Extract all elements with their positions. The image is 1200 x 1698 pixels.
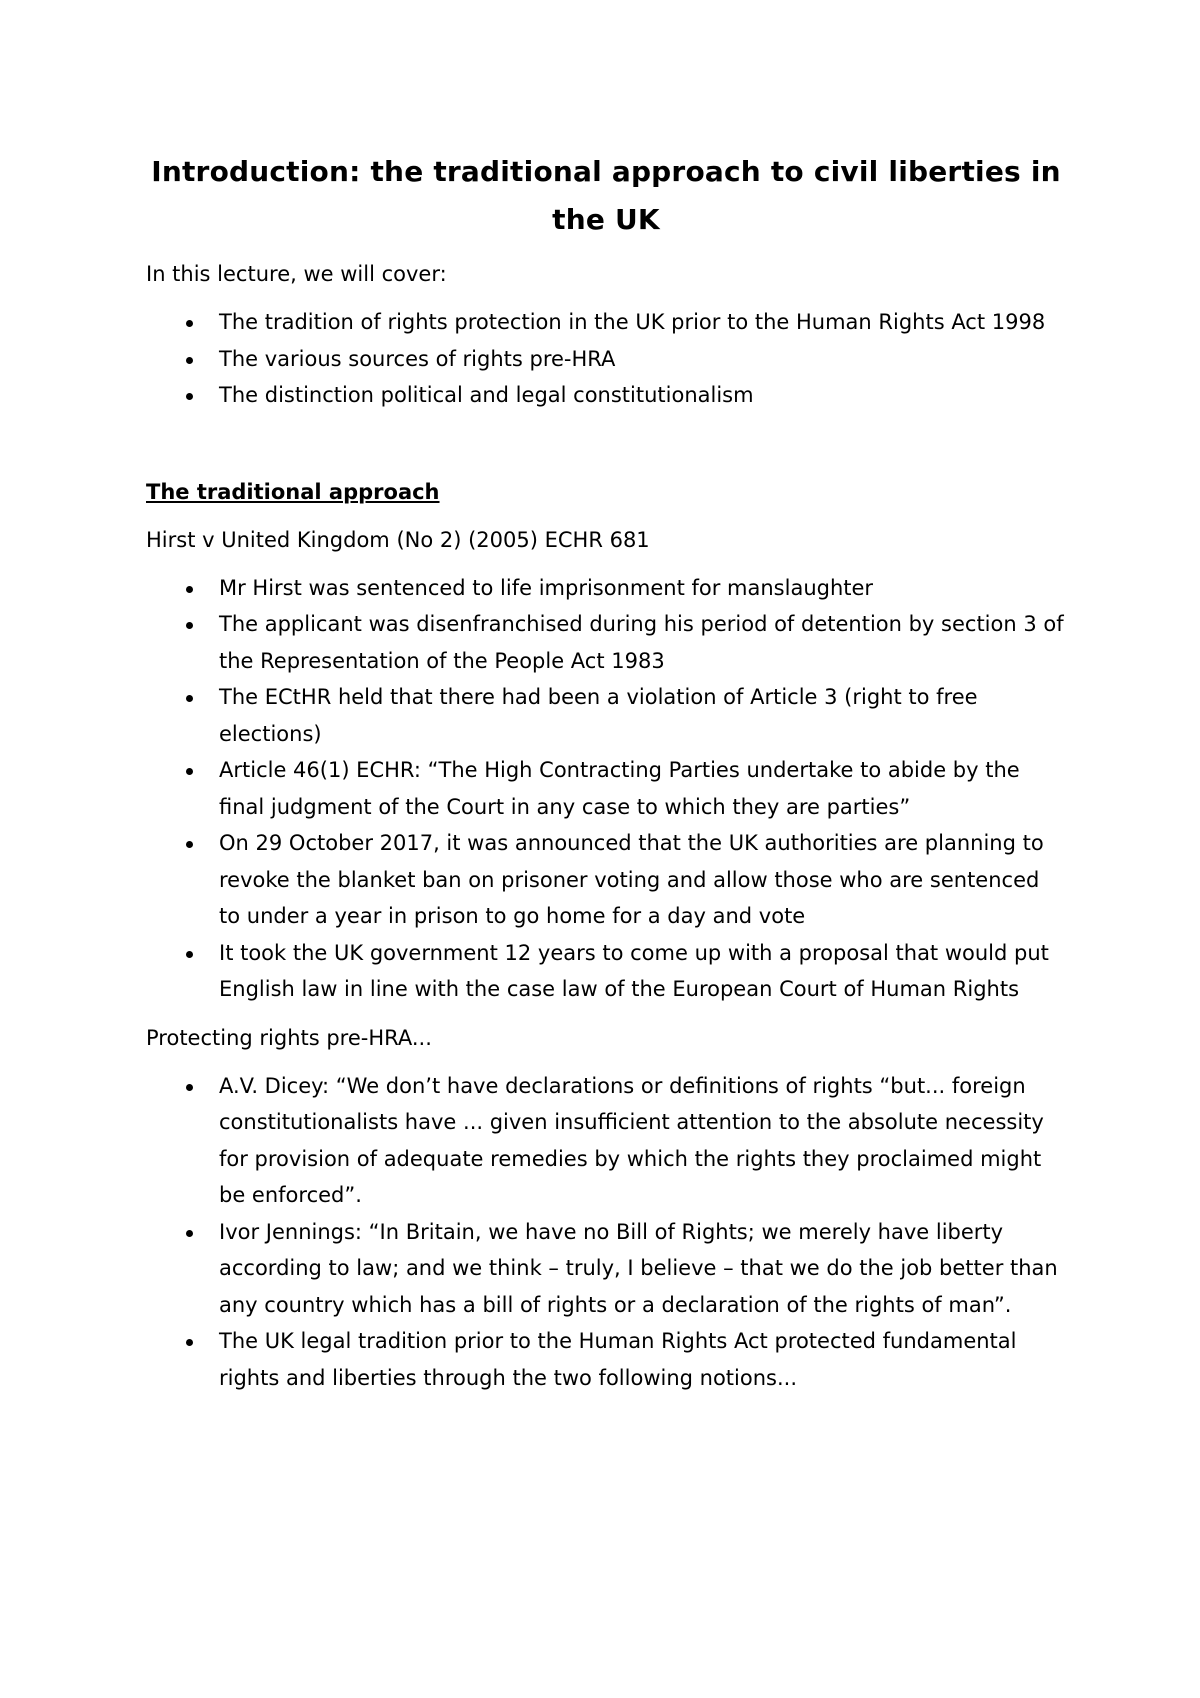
bullet-icon (186, 622, 193, 629)
list-item-text: The tradition of rights protection in the UK prior to the Human Rights Act 1998 (219, 310, 1046, 334)
page-title: Introduction: the traditional approach to civil liberties in the UK (151, 155, 1061, 236)
intro-bullet-list (146, 304, 1066, 414)
bullet-icon (186, 768, 193, 775)
list-item-text: Mr Hirst was sentenced to life imprisonment for manslaughter (219, 575, 874, 600)
bullet-icon (186, 1230, 193, 1237)
bullet-icon (186, 357, 193, 364)
intro-text: In this lecture, we will cover: (146, 262, 447, 286)
list-item-text: A.V. Dicey: “We don’t have declarations or definitions of rights “but... foreign constitutionalists have ... given insufficient attention to the absolute necessity for provision of adequate remedies by which the rights they proclaimed might be enforced”. (219, 1073, 1044, 1207)
pre-hra-heading: Protecting rights pre-HRA... (146, 1025, 432, 1050)
list-item-text: Article 46(1) ECHR: “The High Contracting Parties undertake to abide by the final judgment of the Court in any case to which they are parties” (219, 758, 1020, 819)
list-item-text: The UK legal tradition prior to the Human Rights Act protected fundamental rights and liberties through the two following notions... (219, 1329, 1017, 1390)
list-item-text: The applicant was disenfranchised during his period of detention by section 3 of the Representation of the People Act 1983 (219, 612, 1064, 673)
pre-hra-bullet-list (146, 1068, 1066, 1397)
bullet-icon (186, 951, 193, 958)
list-item (146, 935, 1066, 1008)
list-item (146, 679, 1066, 752)
list-item (146, 570, 1066, 607)
list-item (146, 341, 1066, 378)
bullet-icon (186, 695, 193, 702)
list-item (146, 304, 1066, 341)
bullet-icon (186, 1339, 193, 1346)
bullet-icon (186, 320, 193, 327)
list-item (146, 606, 1066, 679)
case-citation: Hirst v United Kingdom (No 2) (2005) ECHR 681 (146, 527, 650, 552)
list-item (146, 1214, 1066, 1324)
bullet-icon (186, 393, 193, 400)
list-item (146, 1068, 1066, 1214)
list-item (146, 825, 1066, 935)
list-item-text: The ECtHR held that there had been a violation of Article 3 (right to free elections) (219, 685, 978, 746)
list-item-text: On 29 October 2017, it was announced that the UK authorities are planning to revoke the blanket ban on prisoner voting and allow those who are sentenced to under a year in prison to go home for a day and vote (219, 831, 1044, 928)
bullet-icon (186, 586, 193, 593)
section-heading: The traditional approach (146, 479, 440, 504)
list-item (146, 752, 1066, 825)
bullet-icon (186, 1084, 193, 1091)
list-item-text: The various sources of rights pre-HRA (219, 346, 616, 371)
bullet-icon (186, 841, 193, 848)
list-item (146, 377, 1066, 414)
list-item-text: It took the UK government 12 years to come up with a proposal that would put English law in line with the case law of the European Court of Human Rights (219, 940, 1049, 1001)
list-item-text: The distinction political and legal constitutionalism (219, 383, 754, 407)
list-item (146, 1323, 1066, 1396)
list-item-text: Ivor Jennings: “In Britain, we have no Bill of Rights; we merely have liberty according to law; and we think – truly, I believe – that we do the job better than any country which has a bill of rights or a declaration of the rights of man”. (219, 1219, 1058, 1317)
document-content (146, 148, 1066, 1396)
case-bullet-list (146, 570, 1066, 1008)
